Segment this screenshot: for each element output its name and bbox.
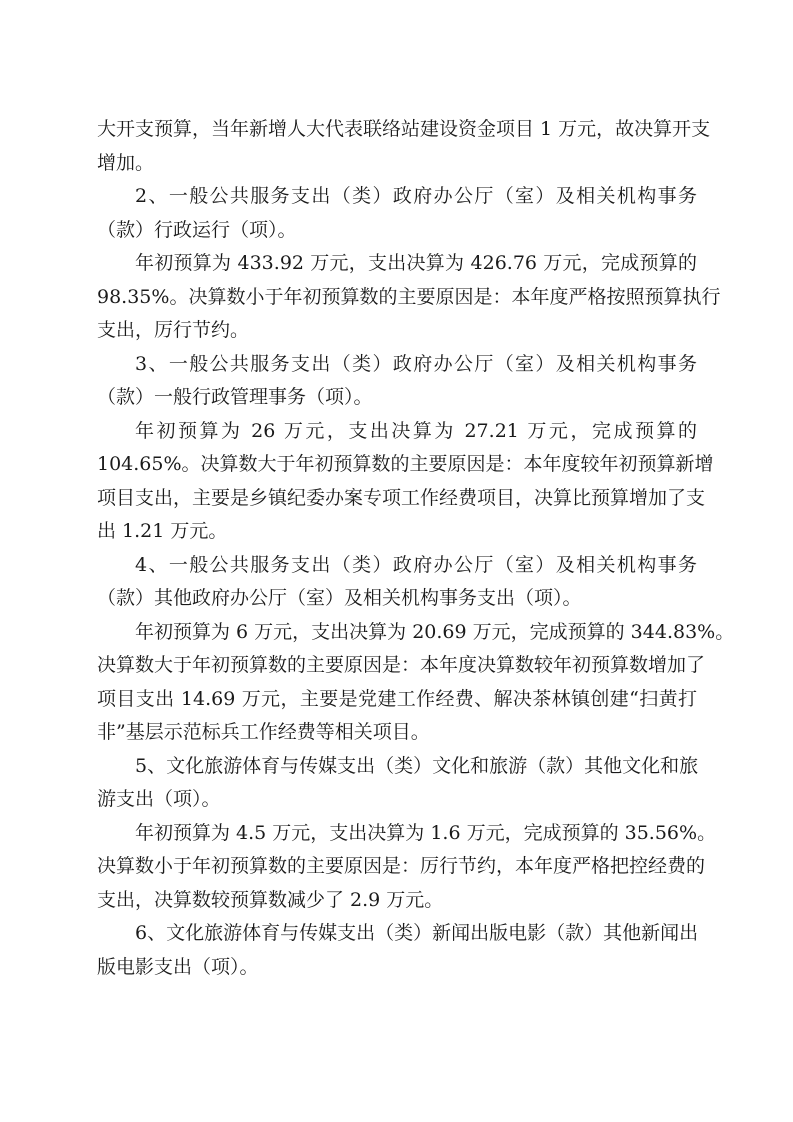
text-line: 3、一般公共服务支出（类）政府办公厅（室）及相关机构事务 — [135, 352, 697, 375]
paragraph — [97, 113, 711, 180]
text-line: 2、一般公共服务支出（类）政府办公厅（室）及相关机构事务 — [135, 185, 697, 207]
text-line: 决算数大于年初预算数的主要原因是：本年度决算数较年初预算数增加了 — [97, 654, 706, 676]
text-line: 年初预算为 4.5 万元，支出决算为 1.6 万元，完成预算的 35.56%。 — [135, 821, 717, 844]
text-line: （款）一般行政管理事务（项）。 — [97, 386, 373, 408]
text-line: 支出，厉行节约。 — [97, 319, 250, 341]
text-line: 增加。 — [97, 151, 155, 174]
paragraph — [97, 917, 697, 984]
paragraph — [97, 247, 721, 348]
text-line: 年初预算为 433.92 万元，支出决算为 426.76 万元，完成预算的 — [135, 252, 697, 274]
text-line: 104.65%。决算数大于年初预算数的主要原因是：本年度较年初预算新增 — [97, 453, 714, 475]
paragraph — [97, 180, 697, 247]
text-line: 决算数小于年初预算数的主要原因是：厉行节约，本年度严格把控经费的 — [97, 855, 706, 877]
text-line: 版电影支出（项）。 — [97, 955, 259, 978]
paragraph — [97, 817, 717, 918]
text-line: 项目支出，主要是乡镇纪委办案专项工作经费项目，决算比预算增加了支 — [97, 486, 706, 509]
document-page — [97, 113, 735, 984]
text-line: 项目支出 14.69 万元，主要是党建工作经费、解决茶林镇创建“扫黄打 — [97, 687, 697, 710]
text-line: 5、文化旅游体育与传媒支出（类）文化和旅游（款）其他文化和旅 — [135, 754, 699, 777]
text-line: 年初预算为 6 万元，支出决算为 20.69 万元，完成预算的 344.83%。 — [135, 620, 735, 643]
paragraph — [97, 549, 697, 616]
text-line: 98.35%。决算数小于年初预算数的主要原因是：本年度严格按照预算执行 — [97, 285, 721, 308]
text-line: 出 1.21 万元。 — [97, 520, 228, 542]
text-line: 4、一般公共服务支出（类）政府办公厅（室）及相关机构事务 — [135, 553, 697, 576]
paragraph — [97, 415, 714, 549]
text-line: （款）行政运行（项）。 — [97, 218, 297, 241]
paragraph — [97, 750, 697, 817]
text-line: 非”基层示范标兵工作经费等相关项目。 — [97, 721, 430, 743]
text-line: （款）其他政府办公厅（室）及相关机构事务支出（项）。 — [97, 587, 582, 609]
paragraph — [97, 616, 735, 750]
text-line: 支出，决算数较预算数减少了 2.9 万元。 — [97, 888, 444, 911]
text-line: 游支出（项）。 — [97, 788, 221, 810]
text-line: 大开支预算，当年新增人大代表联络站建设资金项目 1 万元，故决算开支 — [97, 118, 711, 140]
text-line: 年初预算为 26 万元，支出决算为 27.21 万元，完成预算的 — [135, 419, 697, 442]
paragraph — [97, 348, 697, 415]
text-line: 6、文化旅游体育与传媒支出（类）新闻出版电影（款）其他新闻出 — [135, 922, 699, 944]
